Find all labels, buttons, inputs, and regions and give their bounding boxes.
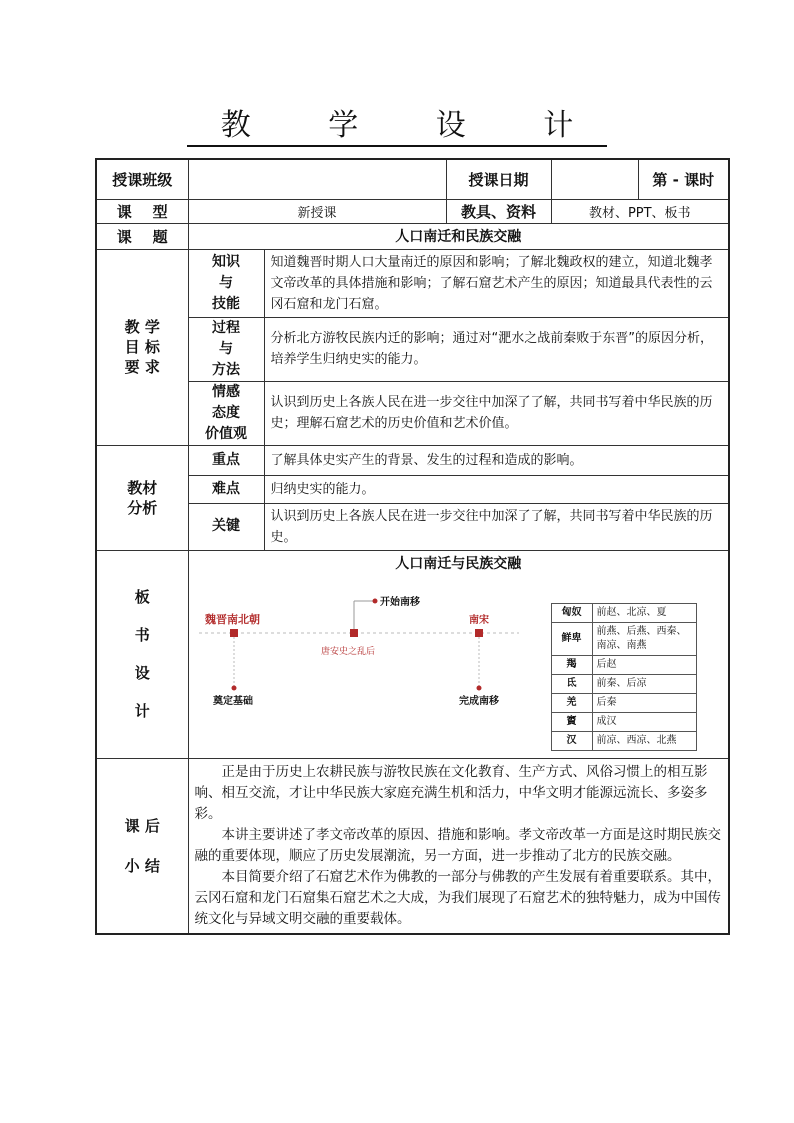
board-cell bbox=[188, 550, 729, 758]
timeline-node-middle bbox=[350, 629, 358, 637]
timeline-label-bottom-left: 奠定基础 bbox=[212, 695, 253, 707]
dynasty-row bbox=[551, 712, 696, 731]
dynasty-row bbox=[551, 622, 696, 655]
timeline-dot-top bbox=[372, 598, 377, 603]
dynasty-row bbox=[551, 674, 696, 693]
dynasty-row bbox=[551, 603, 696, 622]
class-label: 授课班级 bbox=[96, 159, 188, 199]
type-value: 新授课 bbox=[188, 199, 446, 223]
analysis-row-key bbox=[96, 445, 729, 475]
timeline-label-left: 魏晋南北朝 bbox=[204, 612, 260, 626]
summary-paragraph-3: 本目简要介绍了石窟艺术作为佛教的一部分与佛教的产生发展有着重要联系。其中，云冈石窟和龙门石窟集石窟艺术之大成，为我们展现了石窟艺术的独特魅力，成为中国传统文化与异域文明交融的重要载体。 bbox=[194, 868, 721, 927]
analysis-key-text: 了解具体史实产生的背景、发生的过程和造成的影响。 bbox=[264, 445, 729, 475]
topic-label: 课 题 bbox=[96, 223, 188, 249]
goal-knowledge-text: 知道魏晋时期人口大量南迁的原因和影响；了解北魏政权的建立，知道北魏孝文帝改革的具体措施和影响；了解石窟艺术产生的原因；知道最具代表性的云冈石窟和龙门石窟。 bbox=[264, 249, 729, 317]
topic-value: 人口南迁和民族交融 bbox=[188, 223, 729, 249]
lesson-plan-table bbox=[95, 158, 730, 935]
summary-cell bbox=[188, 758, 729, 934]
analysis-row-difficulty bbox=[96, 475, 729, 503]
dynasty-list: 前秦、后凉 bbox=[592, 674, 696, 693]
tools-value: 教材、PPT、板书 bbox=[551, 199, 729, 223]
date-value bbox=[551, 159, 638, 199]
timeline-label-bottom-right: 完成南移 bbox=[458, 695, 499, 707]
goal-row-process bbox=[96, 317, 729, 381]
timeline-node-right bbox=[475, 629, 483, 637]
ethnic-name: 汉 bbox=[551, 731, 592, 750]
goal-row-emotion bbox=[96, 381, 729, 445]
timeline-dot-right bbox=[476, 685, 481, 690]
dynasty-list: 成汉 bbox=[592, 712, 696, 731]
timeline-label-top: 开始南移 bbox=[379, 596, 420, 608]
summary-paragraph-2: 本讲主要讲述了孝文帝改革的原因、措施和影响。孝文帝改革一方面是这时期民族交融的重要体现，顺应了历史发展潮流，另一方面，进一步推动了北方的民族交融。 bbox=[194, 826, 721, 864]
analysis-crux-text: 认识到历史上各族人民在进一步交往中加深了了解，共同书写着中华民族的历史。 bbox=[264, 503, 729, 550]
dynasty-row bbox=[551, 693, 696, 712]
timeline-label-right: 南宋 bbox=[468, 614, 489, 626]
goals-label: 教 学 目 标 要 求 bbox=[96, 249, 188, 445]
analysis-key-label: 重点 bbox=[188, 445, 264, 475]
goal-process-label: 过程 与 方法 bbox=[188, 317, 264, 381]
summary-paragraph-1: 正是由于历史上农耕民族与游牧民族在文化教育、生产方式、风俗习惯上的相互影响、相互交流，才让中华民族大家庭充满生机和活力，中华文明才能源远流长、多姿多彩。 bbox=[194, 763, 708, 822]
ethnic-name: 羌 bbox=[551, 693, 592, 712]
goal-emotion-label: 情感 态度 价值观 bbox=[188, 381, 264, 445]
dynasty-list: 前燕、后燕、西秦、南凉、南燕 bbox=[592, 622, 696, 655]
row-topic bbox=[96, 223, 729, 249]
analysis-row-crux bbox=[96, 503, 729, 550]
dynasty-list: 后赵 bbox=[592, 655, 696, 674]
ethnic-name: 匈奴 bbox=[551, 603, 592, 622]
analysis-label: 教材 分析 bbox=[96, 445, 188, 550]
dynasty-list: 前赵、北凉、夏 bbox=[592, 603, 696, 622]
goal-emotion-text: 认识到历史上各族人民在进一步交往中加深了了解，共同书写着中华民族的历史；理解石窟艺术的历史价值和艺术价值。 bbox=[264, 381, 729, 445]
goal-row-knowledge bbox=[96, 249, 729, 317]
goal-knowledge-label: 知识 与 技能 bbox=[188, 249, 264, 317]
board-row bbox=[96, 550, 729, 758]
dynasty-list: 后秦 bbox=[592, 693, 696, 712]
board-label: 板 书 设 计 bbox=[96, 550, 188, 758]
dynasty-row bbox=[551, 731, 696, 750]
summary-label: 课 后 小 结 bbox=[96, 758, 188, 934]
board-title: 人口南迁与民族交融 bbox=[395, 555, 522, 572]
timeline-label-middle: 唐安史之乱后 bbox=[320, 646, 375, 657]
page-title: 教 学 设 计 bbox=[0, 100, 794, 144]
analysis-difficulty-text: 归纳史实的能力。 bbox=[264, 475, 729, 503]
analysis-difficulty-label: 难点 bbox=[188, 475, 264, 503]
row-class-info bbox=[96, 159, 729, 199]
board-diagram bbox=[189, 573, 729, 758]
row-type bbox=[96, 199, 729, 223]
type-label: 课 型 bbox=[96, 199, 188, 223]
class-value bbox=[188, 159, 446, 199]
period-label: 第 - 课时 bbox=[638, 159, 729, 199]
dynasty-row bbox=[551, 655, 696, 674]
date-label: 授课日期 bbox=[446, 159, 551, 199]
ethnic-name: 鲜卑 bbox=[551, 622, 592, 655]
goal-process-text: 分析北方游牧民族内迁的影响；通过对“淝水之战前秦败于东晋”的原因分析，培养学生归纳史实的能力。 bbox=[264, 317, 729, 381]
ethnic-name: 賨 bbox=[551, 712, 592, 731]
dynasty-list: 前凉、西凉、北燕 bbox=[592, 731, 696, 750]
tools-label: 教具、资料 bbox=[446, 199, 551, 223]
timeline-diagram bbox=[189, 573, 549, 743]
analysis-crux-label: 关键 bbox=[188, 503, 264, 550]
summary-row bbox=[96, 758, 729, 934]
ethnic-dynasty-table bbox=[551, 603, 697, 751]
ethnic-name: 氐 bbox=[551, 674, 592, 693]
timeline-node-left bbox=[230, 629, 238, 637]
ethnic-name: 羯 bbox=[551, 655, 592, 674]
timeline-dot-left bbox=[231, 685, 236, 690]
